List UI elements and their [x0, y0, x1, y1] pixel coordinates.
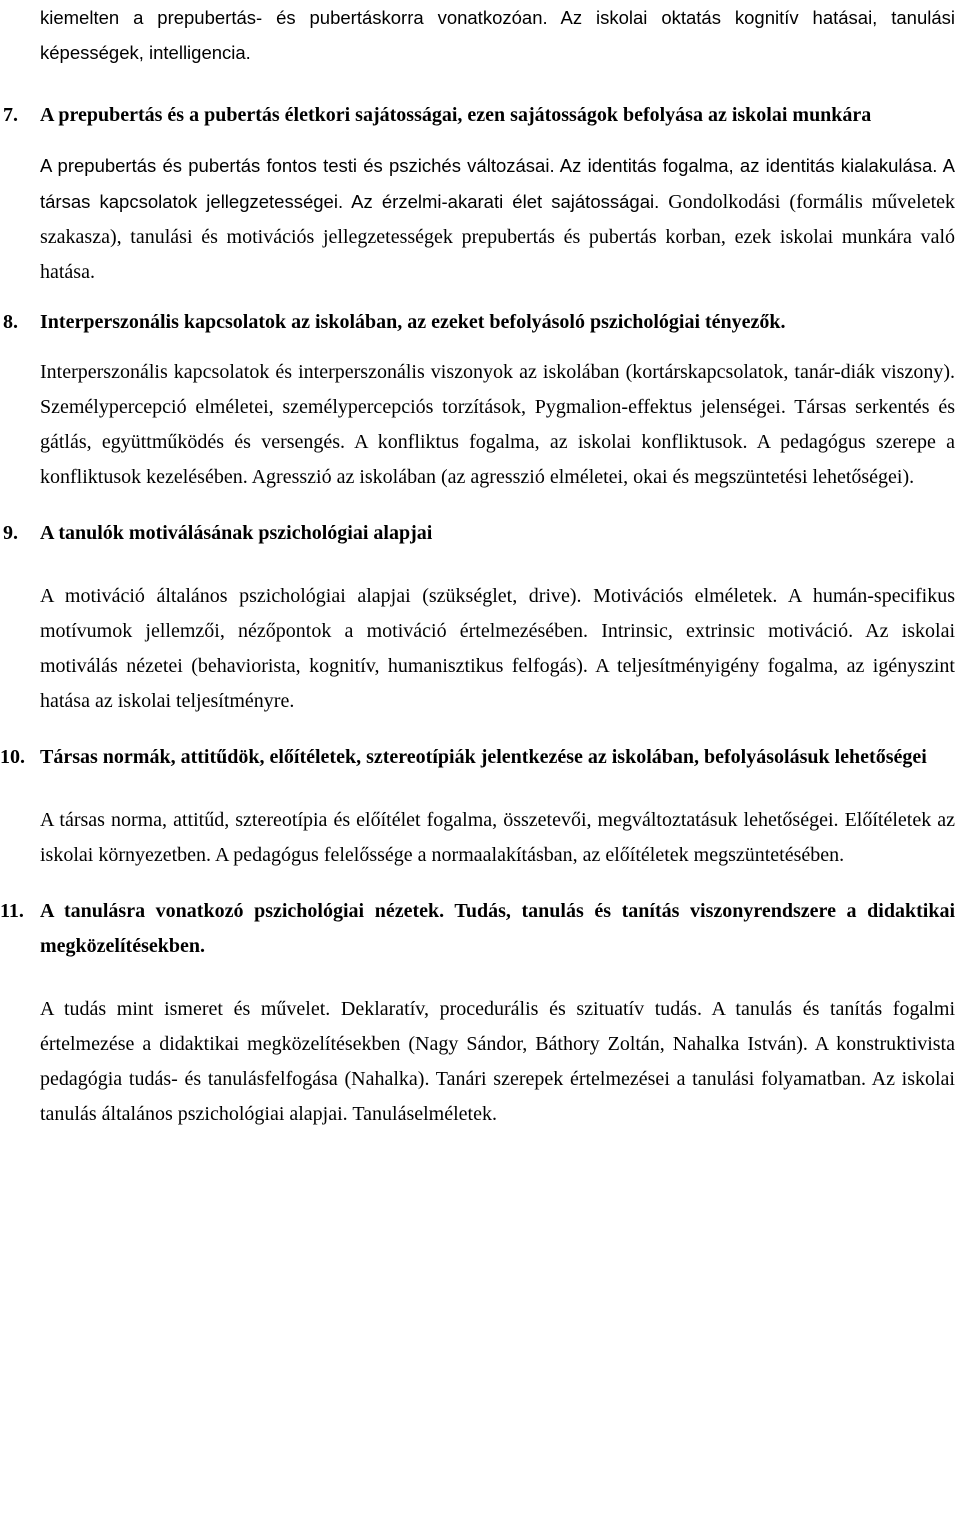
section-7-title: A prepubertás és a pubertás életkori sajátosságai, ezen sajátosságok befolyása az iskolai munkára: [40, 104, 872, 126]
section-10-title: Társas normák, attitűdök, előítéletek, sztereotípiák jelentkezése az iskolában, befolyásolásuk lehetőségei: [40, 746, 927, 768]
section-9-heading: [3, 516, 955, 551]
section-10-number: 10.: [0, 746, 25, 768]
section-10-body: A társas norma, attitűd, sztereotípia és előítélet fogalma, összetevői, megváltoztatásuk lehetőségei. Előítéletek az iskolai környezetben. A pedagógus felelőssége a normaalakításban, az előítéletek megszüntetésében.: [40, 809, 955, 866]
section-7-heading: [3, 98, 955, 133]
section-7-body-sans: A prepubertás és pubertás fontos testi és pszichés változásai. Az identitás fogalma, az identitás kialakulása. A társas kapcsolatok jellegzetességei. Az érzelmi-akarati élet sajátosságai.: [40, 155, 955, 212]
section-9-body: A motiváció általános pszichológiai alapjai (szükséglet, drive). Motivációs elméletek. A humán-specifikus motívumok jellemzői, nézőpontok a motiváció értelmezésében. Intrinsic, extrinsic motiváció. Az iskolai motiválás nézetei (behaviorista, kognitív, humanisztikus felfogás). A teljesítményigény fogalma, az igényszint hatása az iskolai teljesítményre.: [40, 585, 955, 712]
section-7-number: 7.: [3, 104, 18, 126]
section-8-number: 8.: [3, 311, 18, 333]
section-11-number: 11.: [0, 900, 24, 922]
section-8-heading: [3, 305, 955, 340]
section-8-title: Interperszonális kapcsolatok az iskolában, az ezeket befolyásoló pszichológiai tényezők.: [40, 311, 786, 333]
section-7-body: [40, 148, 955, 290]
section-7-body-serif: Gondolkodási (formális műveletek szakasza), tanulási és motivációs jellegzetességek prepubertás és pubertás korban, ezek iskolai munkára való hatása.: [40, 191, 955, 283]
section-11-title: A tanulásra vonatkozó pszichológiai nézetek. Tudás, tanulás és tanítás viszonyrendszere a didaktikai megközelítésekben.: [40, 900, 955, 957]
section-10-heading: [0, 740, 955, 775]
section-11-body: A tudás mint ismeret és művelet. Deklaratív, procedurális és szituatív tudás. A tanulás és tanítás fogalmi értelmezése a didaktikai megközelítésekben (Nagy Sándor, Báthory Zoltán, Nahalka István). A konstruktivista pedagógia tudás- és tanulásfelfogása (Nahalka). Tanári szerepek értelmezései a tanulási folyamatban. Az iskolai tanulás általános pszichológiai alapjai. Tanuláselméletek.: [40, 998, 955, 1125]
section-11-heading: [0, 894, 955, 964]
section-8-body: Interperszonális kapcsolatok és interperszonális viszonyok az iskolában (kortárskapcsolatok, tanár-diák viszony). Személypercepció elméletei, személypercepciós torzítások, Pygmalion-effektus jelenségei. Társas serkentés és gátlás, együttműködés és versengés. A konfliktus fogalma, az iskolai konfliktusok. A pedagógus szerepe a konfliktusok kezelésében. Agresszió az iskolában (az agresszió elméletei, okai és megszüntetési lehetőségei).: [40, 361, 955, 488]
section-9-title: A tanulók motiválásának pszichológiai alapjai: [40, 522, 433, 544]
section-9-number: 9.: [3, 522, 18, 544]
intro-paragraph: kiemelten a prepubertás- és pubertáskorra vonatkozóan. Az iskolai oktatás kognitív hatásai, tanulási képességek, intelligencia.: [40, 7, 955, 63]
